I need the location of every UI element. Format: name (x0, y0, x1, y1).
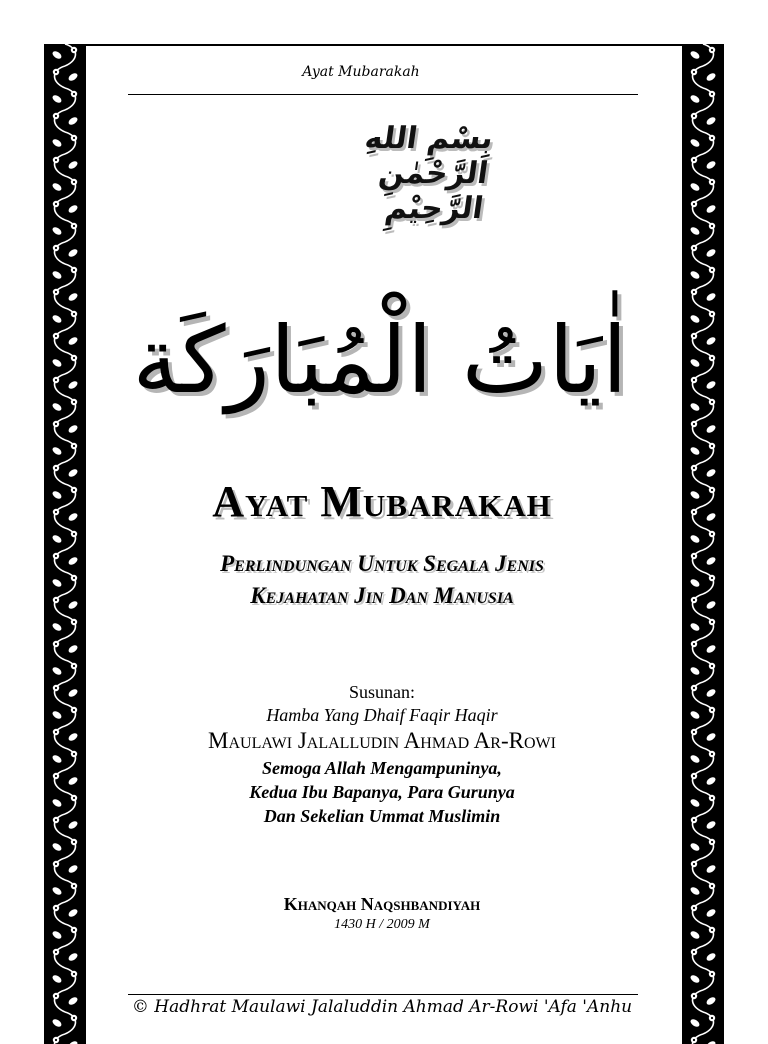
floral-motif (53, 198, 79, 220)
floral-motif (689, 264, 715, 286)
author-name: Maulawi Jalalludin Ahmad Ar-Rowi (208, 728, 556, 753)
subtitle-line-2: Kejahatan Jin Dan Manusia (250, 583, 514, 608)
floral-motif (53, 550, 79, 572)
credits-block (84, 680, 680, 828)
floral-motif (51, 220, 77, 242)
floral-motif (51, 968, 77, 990)
floral-motif (53, 594, 79, 616)
floral-motif (689, 352, 715, 374)
floral-motif (51, 704, 77, 726)
floral-motif (689, 132, 715, 154)
author-epithet: Hamba Yang Dhaif Faqir Haqir (266, 705, 498, 725)
floral-motif (53, 946, 79, 968)
floral-motif (53, 726, 79, 748)
floral-motif (689, 88, 715, 110)
floral-motif (691, 902, 717, 924)
header-rule (128, 94, 638, 95)
floral-motif (51, 396, 77, 418)
floral-motif (53, 1034, 79, 1044)
floral-motif (691, 242, 717, 264)
floral-motif (691, 418, 717, 440)
floral-motif (53, 858, 79, 880)
floral-border-left-pattern (44, 44, 86, 1044)
arabic-title: اٰيَاتُ الْمُبَارَكَة (132, 306, 628, 414)
floral-motif (51, 484, 77, 506)
floral-motif (51, 1012, 77, 1034)
floral-motif (51, 176, 77, 198)
publisher-block (84, 892, 680, 934)
basmalah-calligraphy: بِسْمِ اللهِ الرَّحْمٰنِ الرَّحِيْمِ (362, 120, 496, 226)
floral-motif (689, 176, 715, 198)
floral-motif (691, 550, 717, 572)
floral-motif (51, 440, 77, 462)
floral-motif (53, 682, 79, 704)
floral-motif (53, 770, 79, 792)
floral-motif (689, 44, 715, 66)
floral-motif (689, 924, 715, 946)
floral-motif (689, 880, 715, 902)
floral-motif (689, 220, 715, 242)
floral-motif (689, 484, 715, 506)
floral-motif (51, 660, 77, 682)
floral-motif (53, 506, 79, 528)
floral-motif (53, 990, 79, 1012)
floral-motif (689, 704, 715, 726)
floral-motif (689, 440, 715, 462)
floral-motif (691, 506, 717, 528)
prayer-line-1: Semoga Allah Mengampuninya, (262, 758, 502, 778)
floral-motif (51, 352, 77, 374)
floral-motif (691, 594, 717, 616)
floral-motif (689, 1012, 715, 1034)
floral-motif (691, 858, 717, 880)
floral-motif (689, 792, 715, 814)
floral-motif (691, 770, 717, 792)
prayer-line-3: Dan Sekelian Ummat Muslimin (263, 806, 501, 826)
floral-motif (691, 286, 717, 308)
floral-motif (53, 902, 79, 924)
floral-motif (691, 66, 717, 88)
floral-motif (691, 154, 717, 176)
floral-motif (53, 374, 79, 396)
floral-motif (691, 110, 717, 132)
floral-motif (689, 748, 715, 770)
floral-motif (51, 616, 77, 638)
running-header: Ayat Mubarakah (302, 64, 420, 80)
floral-motif (691, 726, 717, 748)
floral-motif (691, 374, 717, 396)
floral-motif (691, 330, 717, 352)
floral-motif (691, 990, 717, 1012)
subtitle-line-1: Perlindungan Untuk Segala Jenis (220, 551, 544, 576)
floral-motif (691, 682, 717, 704)
floral-motif (51, 308, 77, 330)
floral-motif (689, 396, 715, 418)
book-subtitle (84, 548, 680, 612)
prayer-line-2: Kedua Ibu Bapanya, Para Gurunya (249, 782, 515, 802)
floral-motif (51, 880, 77, 902)
publisher-name: Khanqah Naqshbandiyah (283, 894, 481, 914)
floral-motif (51, 572, 77, 594)
floral-motif (691, 462, 717, 484)
floral-border-right-pattern (682, 44, 724, 1044)
floral-motif (53, 418, 79, 440)
floral-motif (51, 44, 77, 66)
floral-motif (51, 792, 77, 814)
publication-year: 1430 H / 2009 M (334, 917, 430, 932)
floral-motif (691, 1034, 717, 1044)
floral-motif (691, 946, 717, 968)
footer-rule (128, 994, 638, 995)
floral-motif (689, 968, 715, 990)
floral-motif (689, 308, 715, 330)
floral-motif (51, 748, 77, 770)
floral-motif (53, 66, 79, 88)
floral-motif (53, 286, 79, 308)
floral-motif (689, 616, 715, 638)
floral-motif (51, 528, 77, 550)
floral-motif (53, 638, 79, 660)
floral-motif (51, 88, 77, 110)
floral-motif (53, 154, 79, 176)
floral-motif (53, 462, 79, 484)
floral-motif (689, 572, 715, 594)
floral-motif (53, 110, 79, 132)
floral-border-left (44, 44, 86, 1044)
floral-motif (51, 132, 77, 154)
floral-motif (689, 660, 715, 682)
floral-motif (53, 330, 79, 352)
floral-motif (691, 198, 717, 220)
floral-motif (51, 924, 77, 946)
floral-motif (689, 836, 715, 858)
floral-border-right (682, 44, 724, 1044)
floral-motif (689, 528, 715, 550)
book-title: Ayat Mubarakah (212, 477, 552, 526)
copyright-footer: © Hadhrat Maulawi Jalaluddin Ahmad Ar-Rowi 'Afa 'Anhu (131, 997, 633, 1017)
floral-motif (691, 638, 717, 660)
compiled-by-label: Susunan: (348, 682, 415, 702)
floral-motif (51, 264, 77, 286)
floral-motif (53, 242, 79, 264)
floral-motif (691, 814, 717, 836)
floral-motif (53, 814, 79, 836)
floral-motif (51, 836, 77, 858)
